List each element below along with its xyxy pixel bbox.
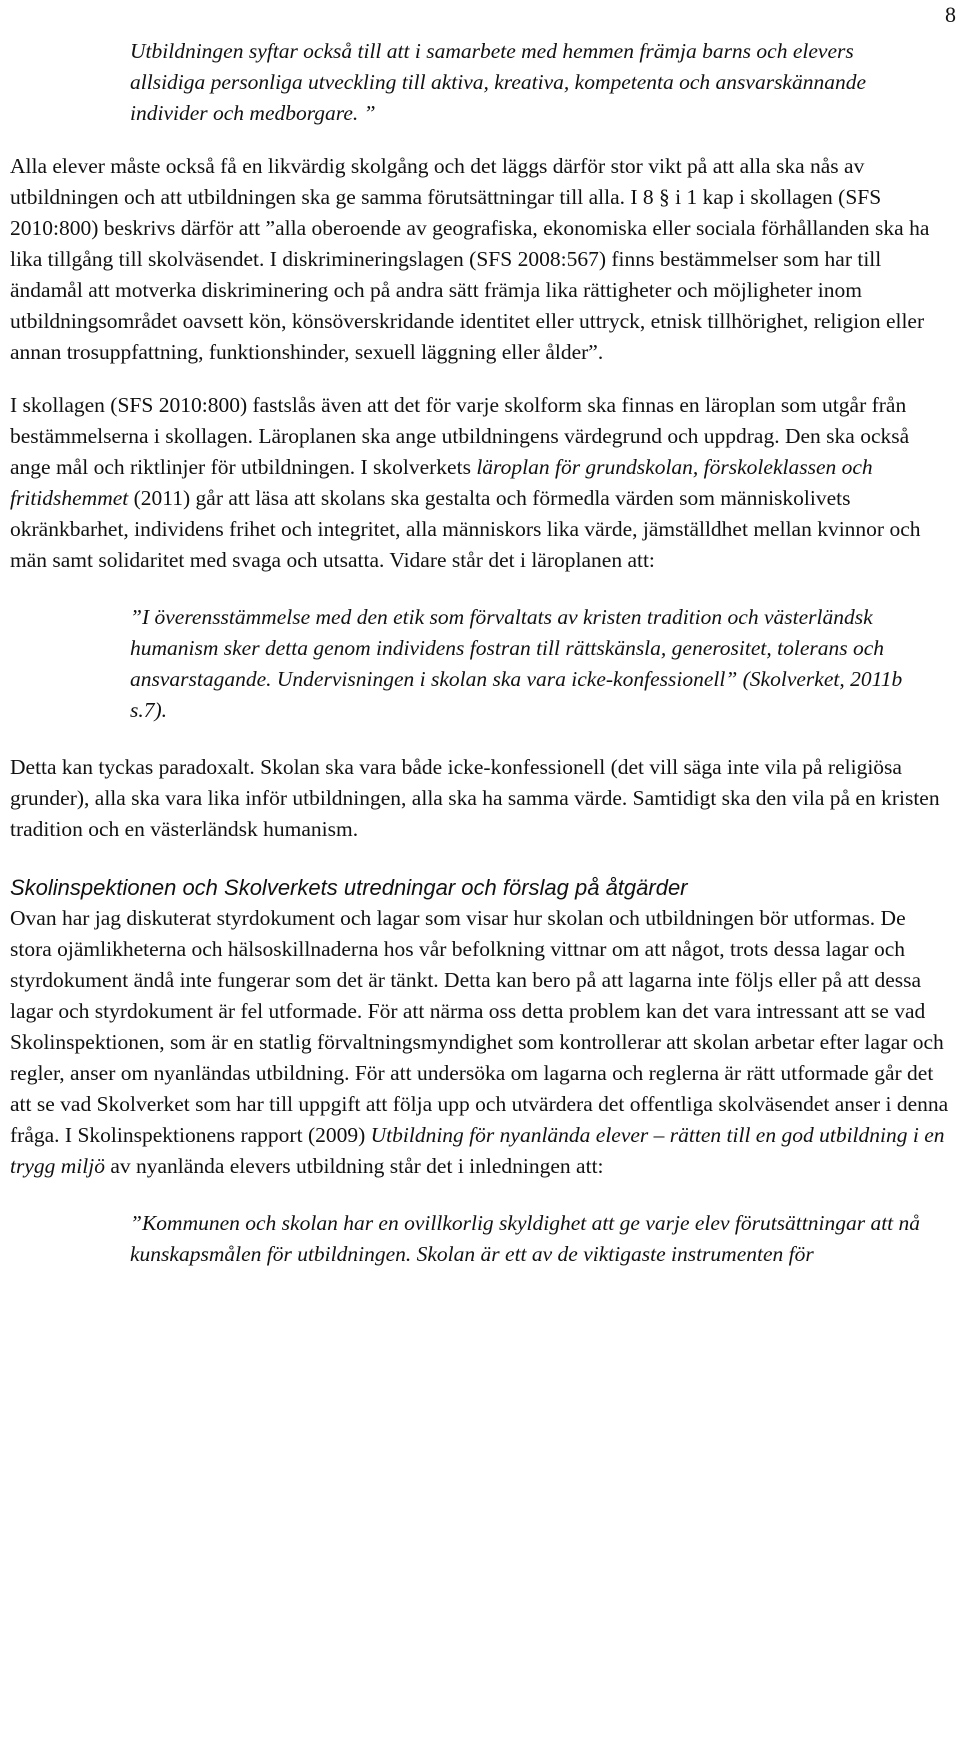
quote-block-3: ”Kommunen och skolan har en ovillkorlig skyldighet att ge varje elev förutsättningar att nå kunskapsmålen för utbildningen. Skolan är ett av de viktigaste instrumenten för <box>130 1211 921 1266</box>
quote-block-2: ”I överensstämmelse med den etik som förvaltats av kristen tradition och västerländsk humanism sker detta genom individens fostran till rättskänsla, generositet, tolerans och ansvarstagande. Undervisningen i skolan ska vara icke-konfessionell” (Skolverket, 2011b s.7). <box>130 605 903 722</box>
document-page <box>10 36 950 1270</box>
paragraph-1: Alla elever måste också få en likvärdig skolgång och det läggs därför stor vikt på att alla ska nås av utbildningen och att utbildningen ska ge samma förutsättningar till alla. I 8 § i 1 kap i skollagen (SFS 2010:800) beskrivs därför att ”alla oberoende av geografiska, ekonomiska eller sociala förhållanden ska ha lika tillgång till skolväsendet. I diskrimineringslagen (SFS 2008:567) finns bestämmelser som har till ändamål att motverka diskriminering och på andra sätt främja lika rättigheter och möjligheter inom utbildningsområdet oavsett kön, könsöverskridande identitet eller uttryck, etnisk tillhörighet, religion eller annan trosuppfattning, funktionshinder, sexuell läggning eller ålder”. <box>10 154 930 364</box>
paragraph-4-text-a: Ovan har jag diskuterat styrdokument och lagar som visar hur skolan och utbildningen bör utformas. De stora ojämlikheterna och hälsoskillnaderna hos vår befolkning vittnar om att något, trots dessa lagar och styrdokument ändå inte fungerar som det är tänkt. Detta kan bero på att lagarna inte följs eller på att dessa lagar och styrdokument är fel utformade. För att närma oss detta problem kan det vara intressant att se vad Skolinspektionen, som är en statlig förvaltningsmyndighet som kontrollerar att skolan arbetar efter lagar och regler, anser om nyanländas utbildning. För att undersöka om lagarna och reglerna är rätt utformade går det att se vad Skolverket som har till uppgift att följa upp och utvärdera det offentliga skolväsendet anser i denna fråga. I Skolinspektionens rapport (2009) <box>10 906 949 1147</box>
paragraph-4 <box>10 903 950 1182</box>
paragraph-2-text-b: (2011) går att läsa att skolans ska gestalta och förmedla värden som människolivets okränkbarhet, individens frihet och integritet, alla människors lika värde, jämställdhet mellan kvinnor och män samt solidaritet med svaga och utsatta. Vidare står det i läroplanen att: <box>10 486 921 572</box>
paragraph-4-text-b: av nyanlända elevers utbildning står det i inledningen att: <box>104 1154 604 1178</box>
page-number: 8 <box>945 2 956 27</box>
section-heading: Skolinspektionen och Skolverkets utredningar och förslag på åtgärder <box>10 875 688 900</box>
paragraph-2 <box>10 390 950 576</box>
paragraph-2-text-a: I skollagen (SFS 2010:800) fastslås även att det för varje skolform ska finnas en läroplan som utgår från bestämmelserna i skollagen. Läroplanen ska ange utbildningens värdegrund och uppdrag. Den ska också ange mål och riktlinjer för utbildningen. I skolverkets <box>10 393 910 479</box>
quote-block-1: Utbildningen syftar också till att i samarbete med hemmen främja barns och elevers allsidiga personliga utveckling till aktiva, kreativa, kompetenta och ansvarskännande individer och medborgare. ” <box>130 39 867 125</box>
paragraph-3: Detta kan tyckas paradoxalt. Skolan ska vara både icke-konfessionell (det vill säga inte vila på religiösa grunder), alla ska vara lika inför utbildningen, alla ska ha samma värde. Samtidigt ska den vila på en kristen tradition och en västerländsk humanism. <box>10 755 940 841</box>
paragraph-4-report-title: Utbildning för nyanlända elever – rätten till en god utbildning i en trygg miljö <box>10 1123 945 1178</box>
paragraph-2-document-title: läroplan för grundskolan, förskoleklassen och fritidshemmet <box>10 455 873 510</box>
